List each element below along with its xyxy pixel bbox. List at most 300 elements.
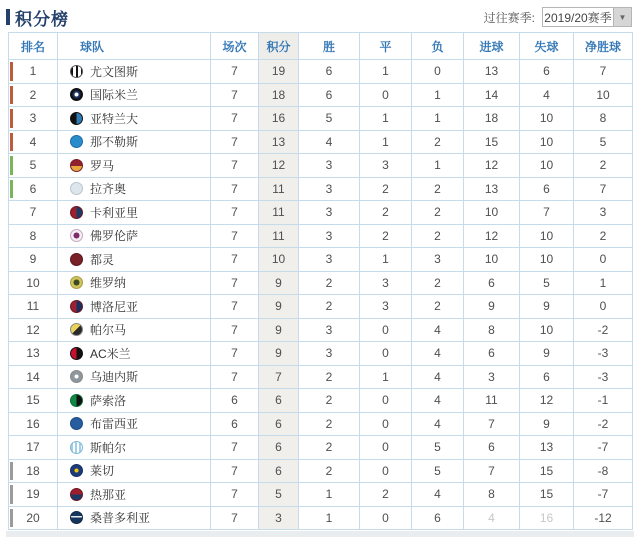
team-name[interactable]: 博洛尼亚	[90, 299, 139, 314]
won-cell: 2	[299, 271, 360, 295]
played-cell: 7	[211, 201, 259, 225]
team-name[interactable]: 斯帕尔	[90, 440, 127, 455]
table-row[interactable]	[9, 295, 633, 319]
zone-bar	[10, 509, 13, 528]
col-header-goal-diff: 净胜球	[574, 33, 633, 60]
played-cell: 7	[211, 154, 259, 178]
team-cell[interactable]	[58, 83, 211, 107]
goals-against-cell: 13	[520, 436, 574, 460]
rank-cell	[9, 83, 58, 107]
played-cell: 7	[211, 436, 259, 460]
goals-against-cell: 7	[520, 201, 574, 225]
team-badge-icon	[70, 88, 83, 101]
points-cell: 5	[259, 483, 299, 507]
rank-cell	[9, 318, 58, 342]
rank-value: 9	[29, 252, 37, 267]
lost-cell: 1	[412, 83, 464, 107]
table-row[interactable]	[9, 201, 633, 225]
goals-against-cell: 6	[520, 60, 574, 84]
table-row[interactable]	[9, 483, 633, 507]
goal-diff-cell: 8	[574, 107, 633, 131]
drawn-cell: 3	[360, 154, 412, 178]
goal-diff-cell: -3	[574, 365, 633, 389]
team-name[interactable]: 莱切	[90, 464, 115, 479]
goals-for-cell: 8	[464, 483, 520, 507]
goals-for-cell: 4	[464, 506, 520, 530]
played-cell: 7	[211, 60, 259, 84]
goals-for-cell: 15	[464, 130, 520, 154]
rank-cell	[9, 224, 58, 248]
col-header-drawn: 平	[360, 33, 412, 60]
won-cell: 3	[299, 201, 360, 225]
team-cell[interactable]	[58, 60, 211, 84]
col-header-lost: 负	[412, 33, 464, 60]
table-row[interactable]	[9, 318, 633, 342]
won-cell: 1	[299, 506, 360, 530]
lost-cell: 5	[412, 436, 464, 460]
zone-bar	[10, 156, 13, 175]
table-row[interactable]	[9, 365, 633, 389]
col-header-played: 场次	[211, 33, 259, 60]
goal-diff-cell: 0	[574, 295, 633, 319]
points-cell: 11	[259, 224, 299, 248]
table-row[interactable]	[9, 177, 633, 201]
season-picker-label: 过往赛季:	[483, 10, 535, 25]
team-name[interactable]: 帕尔马	[90, 323, 127, 338]
drawn-cell: 0	[360, 342, 412, 366]
goal-diff-cell: -2	[574, 412, 633, 436]
played-cell: 7	[211, 271, 259, 295]
played-cell: 7	[211, 483, 259, 507]
goals-for-cell: 3	[464, 365, 520, 389]
lost-cell: 6	[412, 506, 464, 530]
drawn-cell: 1	[360, 365, 412, 389]
table-row[interactable]	[9, 83, 633, 107]
rank-value: 11	[26, 299, 40, 314]
goals-against-cell: 10	[520, 248, 574, 272]
rank-value: 7	[29, 205, 37, 220]
team-cell[interactable]	[58, 365, 211, 389]
goals-against-cell: 10	[520, 130, 574, 154]
rank-value: 15	[26, 393, 40, 408]
drawn-cell: 2	[360, 201, 412, 225]
played-cell: 7	[211, 365, 259, 389]
team-name[interactable]: 卡利亚里	[90, 205, 139, 220]
team-cell[interactable]	[58, 506, 211, 530]
team-name[interactable]: 罗马	[90, 158, 115, 173]
goals-for-cell: 6	[464, 271, 520, 295]
title-accent-bar	[6, 9, 10, 25]
rank-cell	[9, 60, 58, 84]
rank-value: 10	[26, 275, 40, 290]
team-name[interactable]: 萨索洛	[90, 393, 127, 408]
goal-diff-cell: -1	[574, 389, 633, 413]
team-name[interactable]: 尤文图斯	[90, 64, 139, 79]
goals-for-cell: 10	[464, 201, 520, 225]
goals-against-cell: 6	[520, 365, 574, 389]
team-name[interactable]: 那不勒斯	[90, 135, 139, 150]
team-badge-icon	[70, 206, 83, 219]
lost-cell: 4	[412, 318, 464, 342]
rank-value: 6	[29, 181, 37, 196]
team-badge-icon	[70, 65, 83, 78]
team-cell[interactable]	[58, 224, 211, 248]
goals-against-cell: 6	[520, 177, 574, 201]
rank-value: 20	[26, 510, 40, 525]
goals-for-cell: 13	[464, 60, 520, 84]
goal-diff-cell: -12	[574, 506, 633, 530]
team-name[interactable]: 桑普多利亚	[90, 511, 151, 526]
won-cell: 3	[299, 177, 360, 201]
points-cell: 16	[259, 107, 299, 131]
points-cell: 9	[259, 318, 299, 342]
col-header-rank: 排名	[9, 33, 58, 60]
played-cell: 7	[211, 506, 259, 530]
goals-against-cell: 16	[520, 506, 574, 530]
goals-against-cell: 10	[520, 107, 574, 131]
table-row[interactable]	[9, 389, 633, 413]
drawn-cell: 0	[360, 506, 412, 530]
rank-cell	[9, 459, 58, 483]
drawn-cell: 3	[360, 295, 412, 319]
goal-diff-cell: -7	[574, 483, 633, 507]
rank-value: 1	[29, 64, 37, 79]
won-cell: 3	[299, 318, 360, 342]
goal-diff-cell: -3	[574, 342, 633, 366]
goals-for-cell: 8	[464, 318, 520, 342]
team-name[interactable]: 亚特兰大	[90, 111, 139, 126]
won-cell: 6	[299, 60, 360, 84]
rank-value: 19	[26, 487, 40, 502]
team-name[interactable]: 拉齐奥	[90, 182, 127, 197]
team-cell[interactable]	[58, 130, 211, 154]
season-select-value: 2019/20赛季	[543, 8, 613, 26]
points-cell: 18	[259, 83, 299, 107]
team-badge-icon	[70, 347, 83, 360]
goals-against-cell: 10	[520, 224, 574, 248]
season-picker	[484, 7, 632, 27]
points-cell: 9	[259, 271, 299, 295]
lost-cell: 4	[412, 412, 464, 436]
goal-diff-cell: -7	[574, 436, 633, 460]
goals-for-cell: 6	[464, 342, 520, 366]
team-cell[interactable]	[58, 248, 211, 272]
zone-bar	[10, 180, 13, 199]
drawn-cell: 0	[360, 318, 412, 342]
team-badge-icon	[70, 300, 83, 313]
team-badge-icon	[70, 464, 83, 477]
drawn-cell: 1	[360, 60, 412, 84]
points-cell: 3	[259, 506, 299, 530]
team-cell[interactable]	[58, 436, 211, 460]
rank-cell	[9, 107, 58, 131]
team-badge-icon	[70, 276, 83, 289]
rank-cell	[9, 248, 58, 272]
lost-cell: 4	[412, 342, 464, 366]
goal-diff-cell: -8	[574, 459, 633, 483]
standings-table	[8, 32, 633, 530]
team-badge-icon	[70, 488, 83, 501]
played-cell: 7	[211, 248, 259, 272]
rank-cell	[9, 201, 58, 225]
drawn-cell: 0	[360, 412, 412, 436]
won-cell: 1	[299, 483, 360, 507]
header-bar	[0, 0, 640, 32]
rank-value: 5	[29, 158, 37, 173]
won-cell: 2	[299, 436, 360, 460]
won-cell: 3	[299, 342, 360, 366]
title-block	[6, 5, 69, 30]
goal-diff-cell: 5	[574, 130, 633, 154]
page-title: 积分榜	[15, 9, 69, 29]
rank-cell	[9, 436, 58, 460]
table-row[interactable]	[9, 154, 633, 178]
team-badge-icon	[70, 253, 83, 266]
won-cell: 6	[299, 83, 360, 107]
lost-cell: 4	[412, 389, 464, 413]
goals-for-cell: 6	[464, 436, 520, 460]
points-cell: 19	[259, 60, 299, 84]
table-row[interactable]	[9, 60, 633, 84]
rank-cell	[9, 483, 58, 507]
goal-diff-cell: 10	[574, 83, 633, 107]
played-cell: 7	[211, 342, 259, 366]
goals-against-cell: 15	[520, 483, 574, 507]
team-badge-icon	[70, 112, 83, 125]
goal-diff-cell: 2	[574, 154, 633, 178]
won-cell: 4	[299, 130, 360, 154]
team-cell[interactable]	[58, 177, 211, 201]
team-name[interactable]: 维罗纳	[90, 276, 127, 291]
lost-cell: 5	[412, 459, 464, 483]
goals-for-cell: 12	[464, 224, 520, 248]
goal-diff-cell: 7	[574, 60, 633, 84]
rank-cell	[9, 154, 58, 178]
lost-cell: 2	[412, 271, 464, 295]
drawn-cell: 2	[360, 483, 412, 507]
team-cell[interactable]	[58, 389, 211, 413]
season-select[interactable]	[542, 7, 632, 27]
team-badge-icon	[70, 417, 83, 430]
team-name[interactable]: 都灵	[90, 252, 115, 267]
played-cell: 6	[211, 389, 259, 413]
goals-against-cell: 4	[520, 83, 574, 107]
played-cell: 7	[211, 130, 259, 154]
lost-cell: 2	[412, 295, 464, 319]
goals-for-cell: 11	[464, 389, 520, 413]
table-row[interactable]	[9, 412, 633, 436]
rank-value: 16	[26, 416, 40, 431]
drawn-cell: 1	[360, 130, 412, 154]
team-badge-icon	[70, 323, 83, 336]
team-name[interactable]: 国际米兰	[90, 88, 139, 103]
team-cell[interactable]	[58, 201, 211, 225]
rank-cell	[9, 295, 58, 319]
team-badge-icon	[70, 182, 83, 195]
rank-cell	[9, 389, 58, 413]
col-header-points: 积分	[259, 33, 299, 60]
lost-cell: 2	[412, 224, 464, 248]
team-cell[interactable]	[58, 412, 211, 436]
rank-value: 2	[29, 87, 37, 102]
team-cell[interactable]	[58, 318, 211, 342]
lost-cell: 1	[412, 107, 464, 131]
team-badge-icon	[70, 511, 83, 524]
table-row[interactable]	[9, 107, 633, 131]
table-row[interactable]	[9, 224, 633, 248]
goals-for-cell: 7	[464, 459, 520, 483]
points-cell: 12	[259, 154, 299, 178]
lost-cell: 4	[412, 365, 464, 389]
points-cell: 10	[259, 248, 299, 272]
zone-bar	[10, 109, 13, 128]
team-name[interactable]: 布雷西亚	[90, 417, 139, 432]
team-badge-icon	[70, 159, 83, 172]
won-cell: 2	[299, 459, 360, 483]
played-cell: 7	[211, 295, 259, 319]
drawn-cell: 2	[360, 177, 412, 201]
points-cell: 11	[259, 177, 299, 201]
rank-cell	[9, 342, 58, 366]
rank-cell	[9, 271, 58, 295]
col-header-goals-for: 进球	[464, 33, 520, 60]
won-cell: 2	[299, 412, 360, 436]
table-row[interactable]	[9, 130, 633, 154]
goal-diff-cell: -2	[574, 318, 633, 342]
goal-diff-cell: 7	[574, 177, 633, 201]
goal-diff-cell: 3	[574, 201, 633, 225]
team-badge-icon	[70, 441, 83, 454]
zone-bar	[10, 133, 13, 152]
col-header-team: 球队	[58, 33, 211, 60]
goals-against-cell: 9	[520, 342, 574, 366]
rank-value: 3	[29, 111, 37, 126]
lost-cell: 2	[412, 130, 464, 154]
goal-diff-cell: 1	[574, 271, 633, 295]
rank-value: 18	[26, 463, 40, 478]
won-cell: 2	[299, 365, 360, 389]
points-cell: 13	[259, 130, 299, 154]
points-cell: 9	[259, 342, 299, 366]
goals-against-cell: 9	[520, 412, 574, 436]
lost-cell: 3	[412, 248, 464, 272]
drawn-cell: 0	[360, 459, 412, 483]
table-row[interactable]	[9, 459, 633, 483]
rank-value: 14	[26, 369, 40, 384]
header-row	[9, 33, 633, 60]
drawn-cell: 3	[360, 271, 412, 295]
lost-cell: 1	[412, 154, 464, 178]
col-header-goals-against: 失球	[520, 33, 574, 60]
lost-cell: 2	[412, 177, 464, 201]
rank-cell	[9, 130, 58, 154]
played-cell: 7	[211, 177, 259, 201]
chevron-down-icon: ▼	[613, 8, 631, 26]
team-badge-icon	[70, 370, 83, 383]
rank-cell	[9, 412, 58, 436]
points-cell: 9	[259, 295, 299, 319]
team-name[interactable]: AC米兰	[90, 346, 131, 361]
played-cell: 7	[211, 224, 259, 248]
lost-cell: 2	[412, 201, 464, 225]
drawn-cell: 1	[360, 248, 412, 272]
table-bottom-shade	[6, 531, 634, 537]
drawn-cell: 0	[360, 83, 412, 107]
rank-value: 8	[29, 228, 37, 243]
lost-cell: 0	[412, 60, 464, 84]
goals-against-cell: 12	[520, 389, 574, 413]
table-row[interactable]	[9, 271, 633, 295]
team-name[interactable]: 佛罗伦萨	[90, 229, 139, 244]
team-cell[interactable]	[58, 342, 211, 366]
zone-bar	[10, 62, 13, 81]
points-cell: 7	[259, 365, 299, 389]
team-name[interactable]: 热那亚	[90, 487, 127, 502]
goals-for-cell: 14	[464, 83, 520, 107]
team-cell[interactable]	[58, 295, 211, 319]
goals-against-cell: 5	[520, 271, 574, 295]
goal-diff-cell: 2	[574, 224, 633, 248]
won-cell: 5	[299, 107, 360, 131]
rank-cell	[9, 506, 58, 530]
table-row[interactable]	[9, 342, 633, 366]
goals-for-cell: 13	[464, 177, 520, 201]
played-cell: 7	[211, 459, 259, 483]
won-cell: 3	[299, 248, 360, 272]
rank-value: 12	[26, 322, 40, 337]
won-cell: 3	[299, 224, 360, 248]
lost-cell: 4	[412, 483, 464, 507]
team-badge-icon	[70, 135, 83, 148]
goals-against-cell: 9	[520, 295, 574, 319]
drawn-cell: 1	[360, 107, 412, 131]
points-cell: 6	[259, 459, 299, 483]
table-row[interactable]	[9, 248, 633, 272]
zone-bar	[10, 462, 13, 481]
goals-against-cell: 10	[520, 154, 574, 178]
points-cell: 6	[259, 436, 299, 460]
rank-value: 13	[26, 346, 40, 361]
played-cell: 6	[211, 412, 259, 436]
goal-diff-cell: 0	[574, 248, 633, 272]
points-cell: 6	[259, 412, 299, 436]
drawn-cell: 0	[360, 436, 412, 460]
played-cell: 7	[211, 107, 259, 131]
won-cell: 2	[299, 295, 360, 319]
rank-value: 4	[29, 134, 37, 149]
team-cell[interactable]	[58, 154, 211, 178]
goals-for-cell: 7	[464, 412, 520, 436]
goals-for-cell: 10	[464, 248, 520, 272]
goals-for-cell: 12	[464, 154, 520, 178]
team-name[interactable]: 乌迪内斯	[90, 370, 139, 385]
team-cell[interactable]	[58, 271, 211, 295]
rank-cell	[9, 177, 58, 201]
zone-bar	[10, 86, 13, 105]
goals-against-cell: 10	[520, 318, 574, 342]
team-cell[interactable]	[58, 107, 211, 131]
team-cell[interactable]	[58, 483, 211, 507]
table-row[interactable]	[9, 506, 633, 530]
rank-cell	[9, 365, 58, 389]
team-cell[interactable]	[58, 459, 211, 483]
won-cell: 2	[299, 389, 360, 413]
table-row[interactable]	[9, 436, 633, 460]
zone-bar	[10, 485, 13, 504]
drawn-cell: 0	[360, 389, 412, 413]
rank-value: 17	[26, 440, 40, 455]
team-badge-icon	[70, 394, 83, 407]
